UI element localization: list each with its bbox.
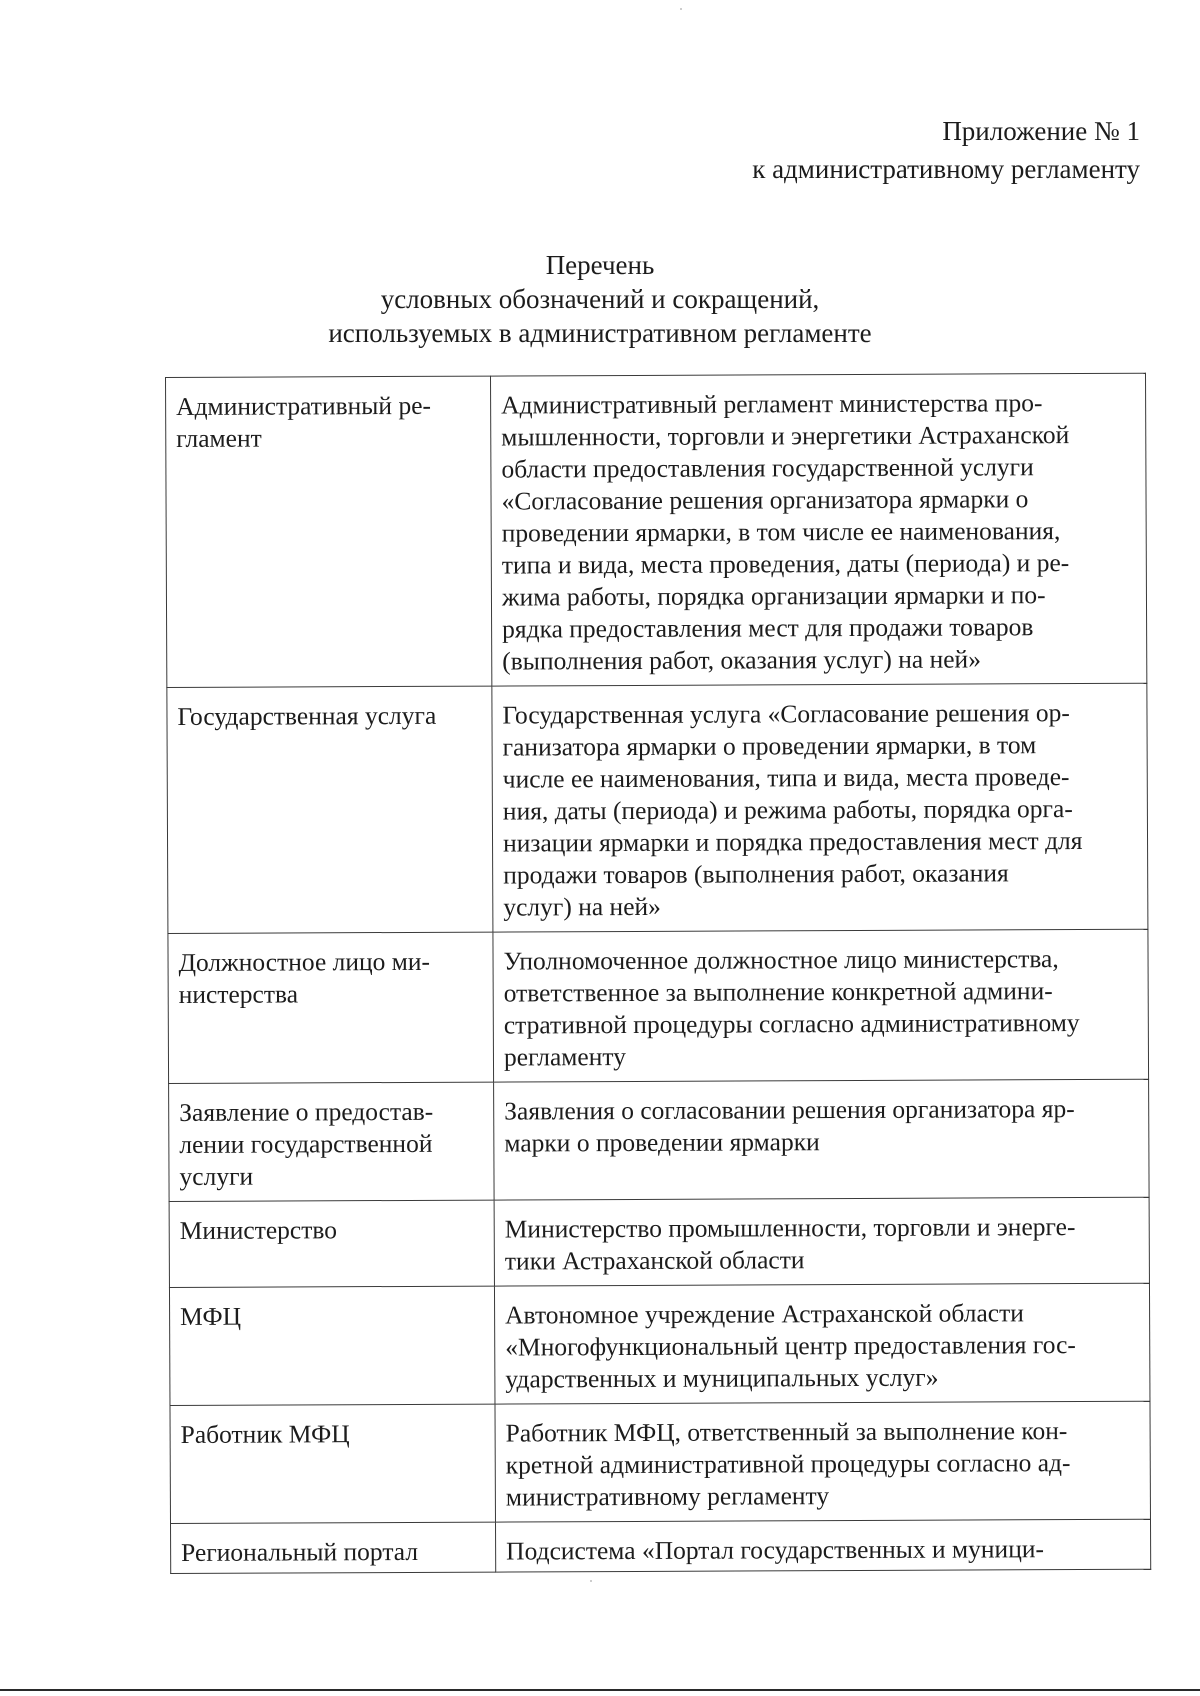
definition-cell: Министерство промышленности, торговли и энерге- тики Астраханской области <box>494 1197 1149 1286</box>
appendix-reference: к административному регламенту <box>752 154 1140 184</box>
definition-cell: Работник МФЦ, ответственный за выполнение кон- кретной административной процедуры согласно ад- министративному регламенту <box>495 1401 1151 1522</box>
term-cell: Государственная услуга <box>167 686 493 933</box>
title-line-3: используемых в административном регламенте <box>328 318 872 348</box>
table-row <box>169 1079 1150 1201</box>
table-row <box>168 929 1149 1083</box>
scan-speck <box>590 1580 592 1582</box>
definition-cell: Административный регламент министерства про- мышленности, торговли и энергетики Астраханской области предоставления государственной услуги «Согласование решения организатора ярмарки о проведении ярмарки, в том числе ее наименования, типа и вида, места проведения, даты (периода) и ре- жима работы, порядка организации ярмарки и по- рядка предоставления мест для продажи товаров (выполнения работ, оказания услуг) на ней» <box>490 373 1146 686</box>
title-line-1: Перечень <box>545 250 655 280</box>
table-row <box>169 1197 1149 1287</box>
term-cell: МФЦ <box>169 1286 495 1405</box>
table-row <box>169 1283 1150 1405</box>
term-cell: Заявление о предостав- лении государственной услуги <box>169 1082 495 1201</box>
appendix-number: Приложение № 1 <box>942 116 1140 146</box>
title-line-2: условных обозначений и сокращений, <box>380 284 820 314</box>
term-cell: Министерство <box>169 1200 494 1287</box>
table-row <box>167 683 1148 933</box>
table-row <box>170 1401 1151 1523</box>
scan-edge-line <box>0 1689 1200 1691</box>
definition-cell: Подсистема «Портал государственных и муници- <box>495 1519 1150 1572</box>
term-cell: Работник МФЦ <box>170 1404 496 1523</box>
definition-cell: Автономное учреждение Астраханской области «Многофункциональный центр предоставления гос- ударственных и муниципальных услуг» <box>494 1283 1150 1404</box>
table-row <box>171 1519 1151 1573</box>
term-cell: Должностное лицо ми- нистерства <box>168 932 494 1083</box>
definition-cell: Уполномоченное должностное лицо министерства, ответственное за выполнение конкретной админи- стративной процедуры согласно административному регламенту <box>493 929 1149 1082</box>
abbreviations-table <box>165 373 1151 1574</box>
appendix-header <box>752 112 1140 188</box>
document-title <box>250 248 950 350</box>
definition-cell: Заявления о согласовании решения организатора яр- марки о проведении ярмарки <box>494 1079 1150 1200</box>
term-cell: Административный ре- гламент <box>166 376 492 687</box>
table-row <box>166 373 1147 687</box>
term-cell: Региональный портал <box>171 1522 496 1573</box>
definition-cell: Государственная услуга «Согласование решения ор- ганизатора ярмарки о проведении ярмарки, в том числе ее наименования, типа и вида, места проведе- ния, даты (периода) и режима работы, порядка орга- низации ярмарки и порядка предоставления мест для продажи товаров (выполнения работ, оказания услуг) на ней» <box>492 683 1148 932</box>
scan-speck <box>680 8 682 10</box>
